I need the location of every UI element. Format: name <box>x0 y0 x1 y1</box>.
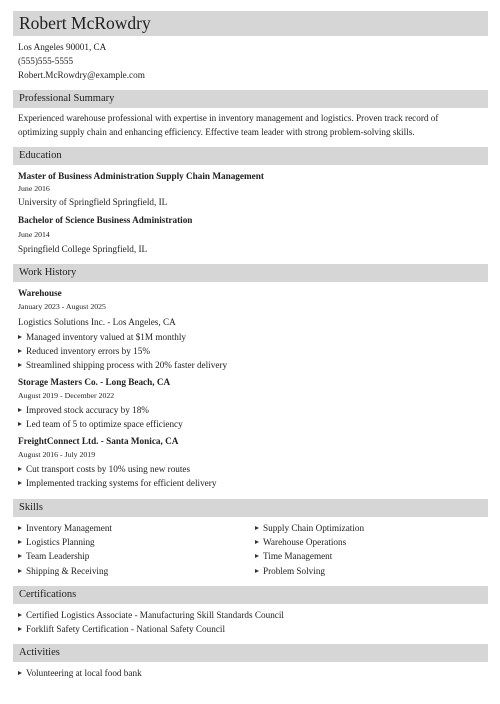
skill-item: Logistics Planning <box>18 535 95 549</box>
job-bullet: Led team of 5 to optimize space efficiency <box>18 417 183 431</box>
contact-phone: (555)555-5555 <box>18 56 74 66</box>
summary-line: optimizing supply chain and enhancing efficiency. Effective team leader with strong problem-solving skills. <box>18 127 415 137</box>
activity-item: Volunteering at local food bank <box>18 666 142 680</box>
education-school: Springfield College Springfield, IL <box>18 244 148 254</box>
education-date: June 2014 <box>18 230 50 239</box>
section-title: Work History <box>19 267 77 278</box>
name-header <box>13 11 488 36</box>
summary-line: Experienced warehouse professional with expertise in inventory management and logistics. Proven track record of <box>18 113 439 123</box>
job-date: August 2016 - July 2019 <box>18 450 96 459</box>
certification-item: Certified Logistics Associate - Manufacturing Skill Standards Council <box>18 608 284 622</box>
job-bullet: Improved stock accuracy by 18% <box>18 403 149 417</box>
job-bullet: Implemented tracking systems for efficient delivery <box>18 476 216 490</box>
section-title: Activities <box>19 647 60 658</box>
skill-item: Supply Chain Optimization <box>255 521 364 535</box>
section-title: Skills <box>19 502 43 513</box>
job-date: January 2023 - August 2025 <box>18 302 106 311</box>
candidate-name: Robert McRowdry <box>19 13 151 33</box>
skill-item: Problem Solving <box>255 564 325 578</box>
education-school: University of Springfield Springfield, IL <box>18 197 168 207</box>
job-company: Logistics Solutions Inc. - Los Angeles, CA <box>18 317 176 327</box>
job-bullet: Managed inventory valued at $1M monthly <box>18 330 186 344</box>
education-degree: Master of Business Administration Supply Chain Management <box>18 171 264 181</box>
job-title: Warehouse <box>18 288 62 298</box>
skill-item: Time Management <box>255 549 332 563</box>
section-title: Education <box>19 150 62 161</box>
contact-email: Robert.McRowdry@example.com <box>18 70 145 80</box>
skill-item: Team Leadership <box>18 549 89 563</box>
section-header-activities <box>13 644 488 662</box>
section-header-education <box>13 147 488 165</box>
job-title: FreightConnect Ltd. - Santa Monica, CA <box>18 436 179 446</box>
education-date: June 2016 <box>18 184 50 193</box>
section-header-work <box>13 264 488 282</box>
job-bullet: Cut transport costs by 10% using new routes <box>18 462 190 476</box>
section-title: Professional Summary <box>19 93 115 104</box>
job-date: August 2019 - December 2022 <box>18 391 115 400</box>
section-header-summary <box>13 90 488 108</box>
job-bullet: Reduced inventory errors by 15% <box>18 344 150 358</box>
job-bullet: Streamlined shipping process with 20% faster delivery <box>18 358 227 372</box>
skill-item: Inventory Management <box>18 521 112 535</box>
contact-address: Los Angeles 90001, CA <box>18 42 107 52</box>
certification-item: Forklift Safety Certification - National Safety Council <box>18 622 225 636</box>
job-title: Storage Masters Co. - Long Beach, CA <box>18 377 171 387</box>
skill-item: Warehouse Operations <box>255 535 346 549</box>
section-header-certifications <box>13 586 488 604</box>
section-title: Certifications <box>19 589 77 600</box>
section-header-skills <box>13 499 488 517</box>
education-degree: Bachelor of Science Business Administration <box>18 215 193 225</box>
skill-item: Shipping & Receiving <box>18 564 108 578</box>
